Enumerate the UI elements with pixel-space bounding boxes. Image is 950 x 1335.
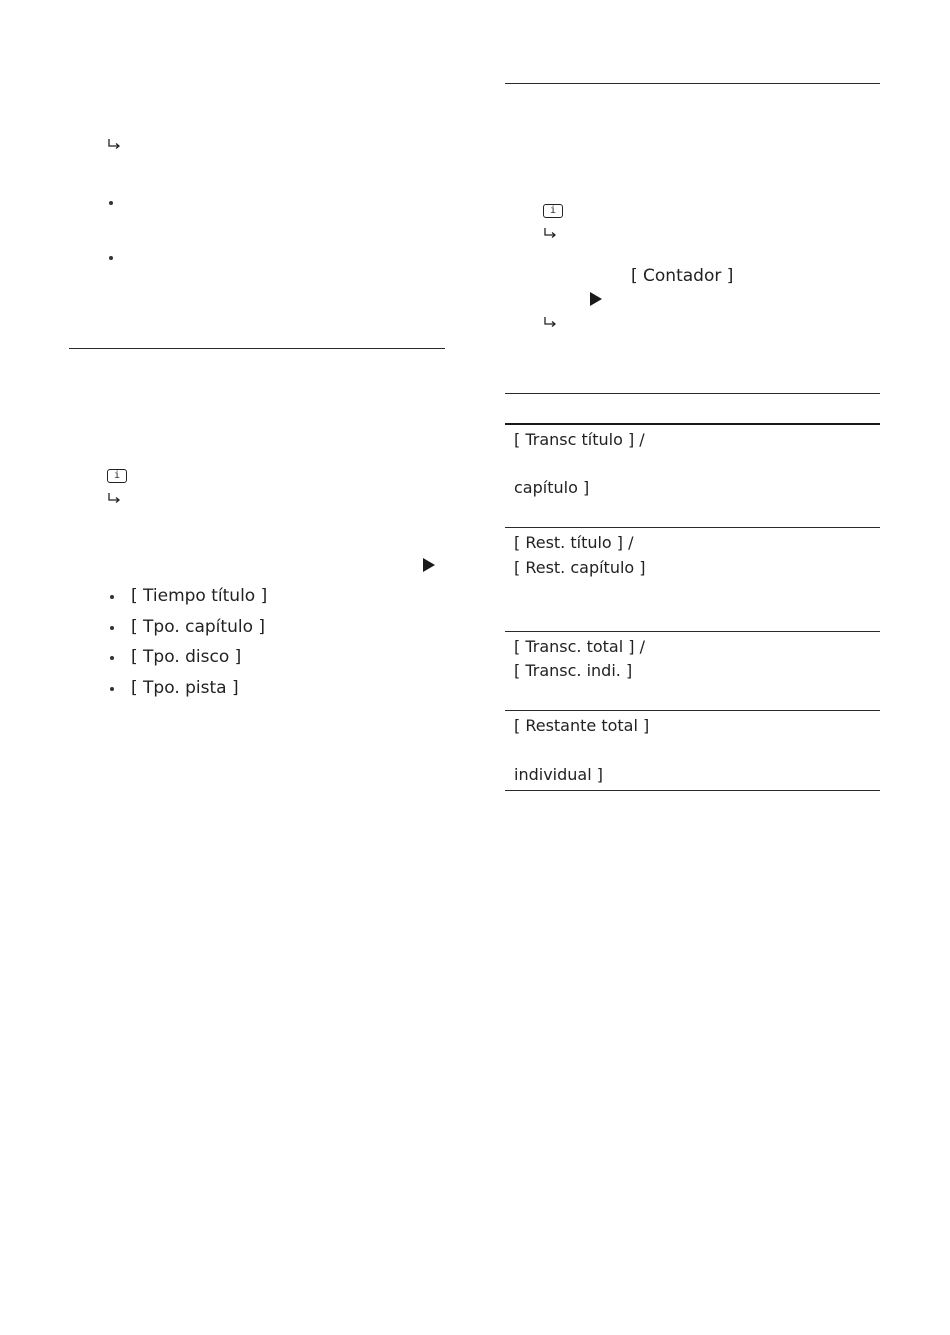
- table-row-border: [505, 631, 880, 632]
- bullet-icon: [110, 656, 114, 660]
- table-cell-line: [ Transc. indi. ]: [514, 661, 633, 680]
- table-cell-line: [ Transc. total ] /: [514, 637, 645, 656]
- table-top-border: [505, 393, 880, 394]
- section-divider: [505, 83, 880, 84]
- bullet-icon: [110, 626, 114, 630]
- table-cell-line: capítulo ]: [514, 478, 590, 497]
- play-icon: [423, 558, 435, 572]
- table-cell-line: [ Restante total ]: [514, 716, 650, 735]
- option-label: [ Tpo. capítulo ]: [131, 617, 265, 637]
- counter-option-label: [ Contador ]: [631, 266, 734, 286]
- option-label: [ Tiempo título ]: [131, 586, 268, 606]
- bullet-icon: [110, 595, 114, 599]
- table-cell-line: [ Rest. título ] /: [514, 533, 634, 552]
- play-icon: [590, 292, 602, 306]
- table-cell-line: [ Rest. capítulo ]: [514, 558, 646, 577]
- result-arrow-icon: [107, 138, 121, 150]
- option-label: [ Tpo. pista ]: [131, 678, 239, 698]
- table-row-border: [505, 527, 880, 528]
- table-cell-line: [ Transc título ] /: [514, 430, 645, 449]
- table-cell-line: individual ]: [514, 765, 603, 784]
- bullet-icon: [110, 687, 114, 691]
- bullet-icon: [109, 256, 113, 260]
- info-icon: i: [543, 204, 563, 218]
- result-arrow-icon: [543, 316, 557, 328]
- result-arrow-icon: [107, 492, 121, 504]
- bullet-icon: [109, 201, 113, 205]
- table-bottom-border: [505, 790, 880, 791]
- info-icon: i: [107, 469, 127, 483]
- table-header-border: [505, 423, 880, 425]
- section-divider: [69, 348, 445, 349]
- result-arrow-icon: [543, 227, 557, 239]
- option-label: [ Tpo. disco ]: [131, 647, 242, 667]
- table-row-border: [505, 710, 880, 711]
